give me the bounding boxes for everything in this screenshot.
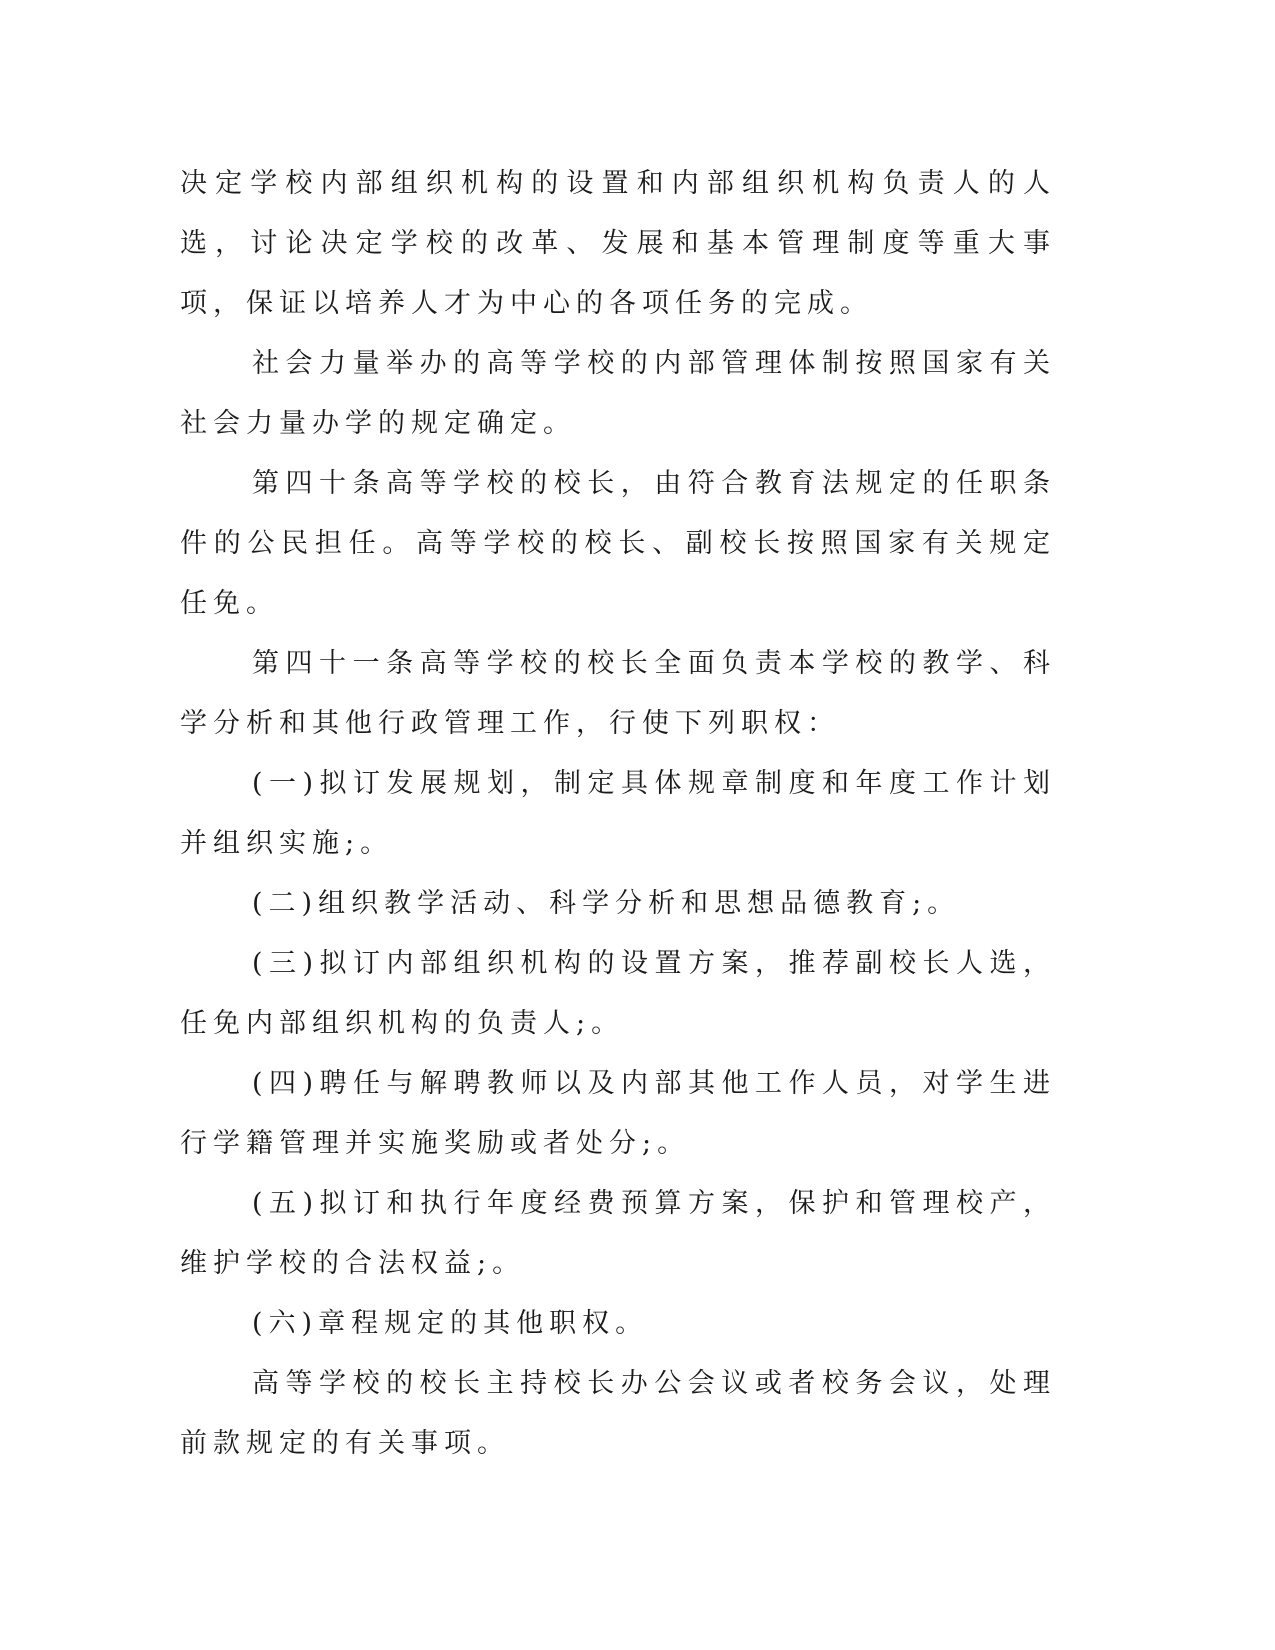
paragraph-private-schools: 社会力量举办的高等学校的内部管理体制按照国家有关社会力量办学的规定确定。 — [180, 348, 1056, 439]
paragraph-continuation: 决定学校内部组织机构的设置和内部组织机构负责人的人选，讨论决定学校的改革、发展和基本管理制度等重大事项，保证以培养人才为中心的各项任务的完成。 — [180, 168, 1056, 319]
list-item-3: (三)拟订内部组织机构的设置方案，推荐副校长人选，任免内部组织机构的负责人;。 — [180, 948, 1056, 1039]
list-item-2: (二)组织教学活动、科学分析和思想品德教育;。 — [252, 888, 961, 919]
paragraph-article-40: 第四十条高等学校的校长，由符合教育法规定的任职条件的公民担任。高等学校的校长、副校长按照国家有关规定任免。 — [180, 468, 1056, 619]
document-body — [180, 154, 1056, 1474]
paragraph-president-meeting: 高等学校的校长主持校长办公会议或者校务会议，处理前款规定的有关事项。 — [180, 1368, 1056, 1459]
list-item-5: (五)拟订和执行年度经费预算方案，保护和管理校产，维护学校的合法权益;。 — [180, 1188, 1056, 1279]
paragraph-article-41: 第四十一条高等学校的校长全面负责本学校的教学、科学分析和其他行政管理工作，行使下列职权： — [180, 648, 1056, 739]
list-item-4: (四)聘任与解聘教师以及内部其他工作人员，对学生进行学籍管理并实施奖励或者处分;。 — [180, 1068, 1056, 1159]
list-item-6: (六)章程规定的其他职权。 — [252, 1308, 649, 1339]
list-item-1: (一)拟订发展规划，制定具体规章制度和年度工作计划并组织实施;。 — [180, 768, 1056, 859]
